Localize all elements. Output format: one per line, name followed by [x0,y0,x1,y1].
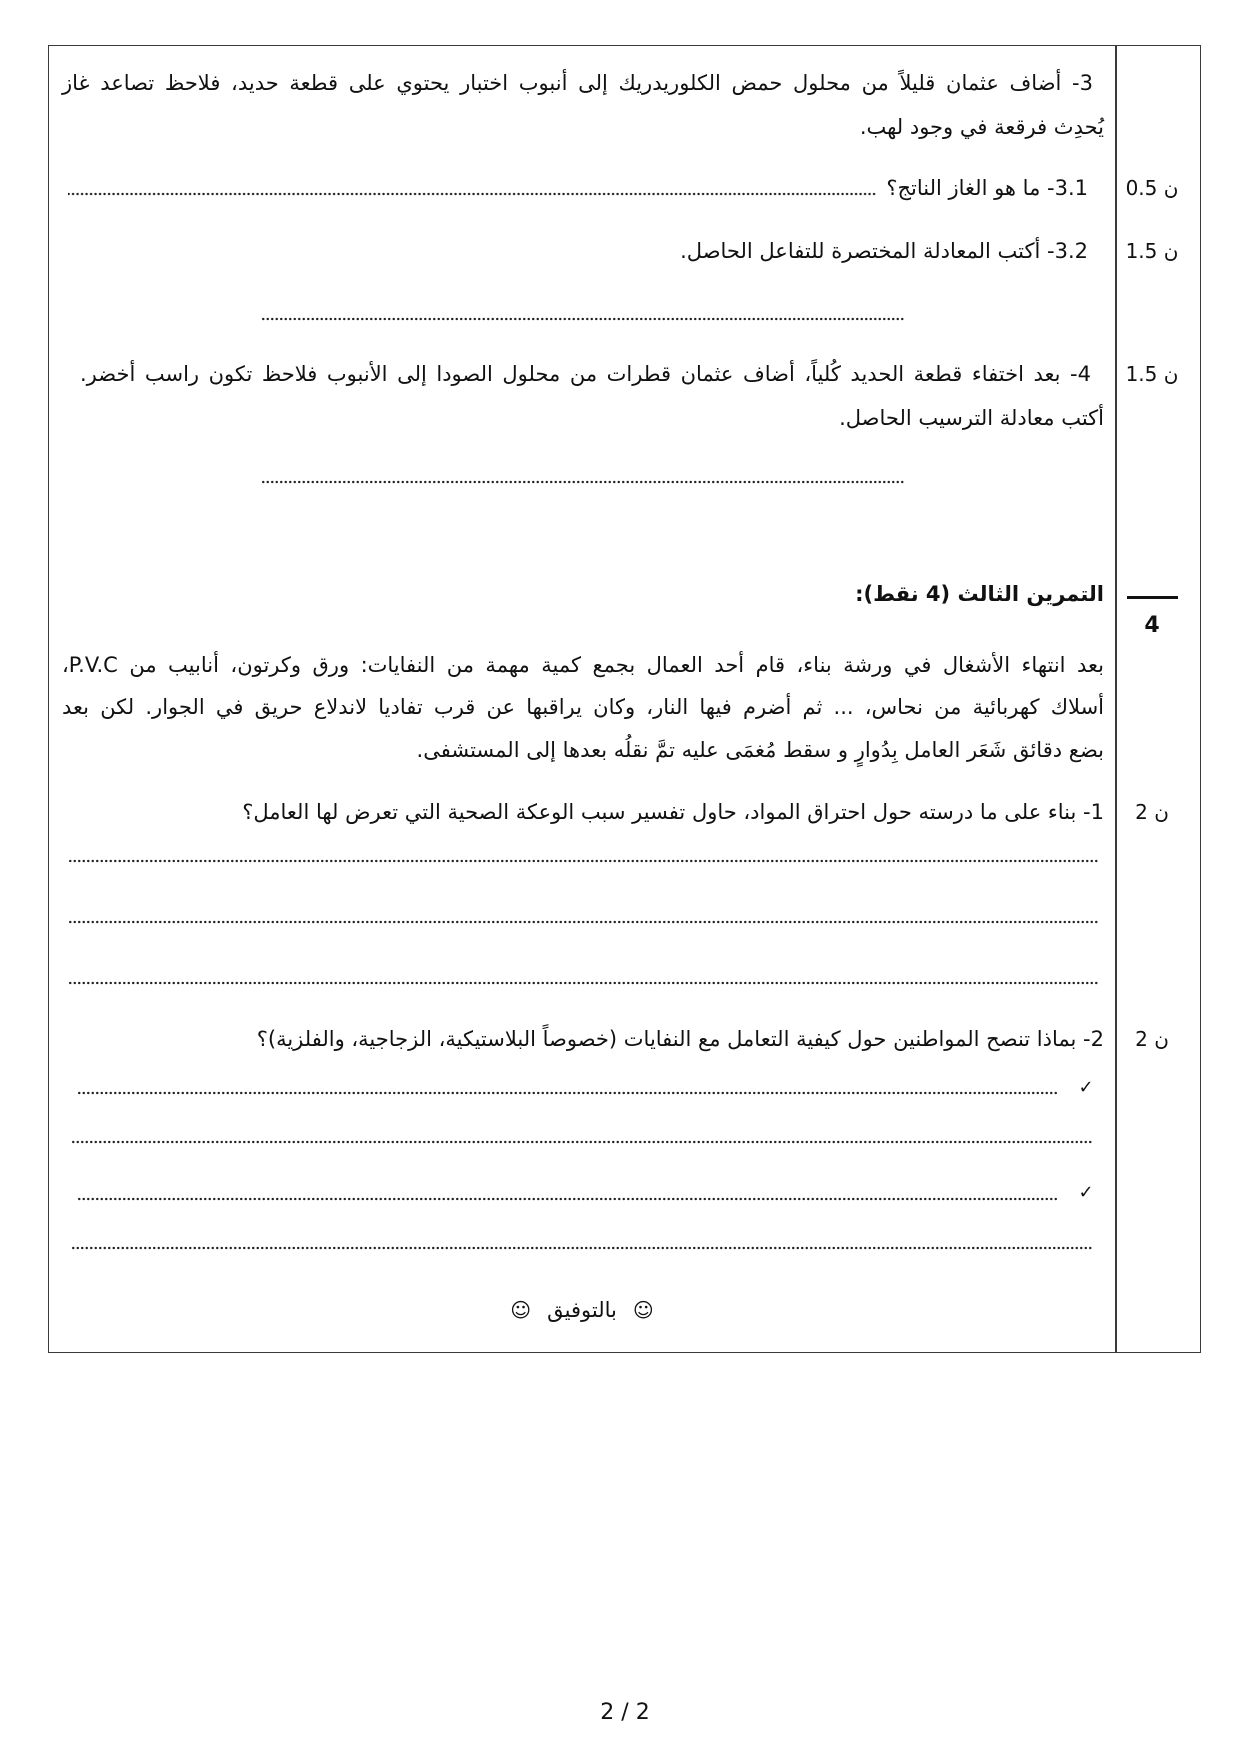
page-number: 2 / 2 [600,1700,650,1725]
q3-1-row [68,173,1088,203]
answer-line [77,1091,1057,1095]
smiley-icon: ☺ [632,1298,654,1322]
answer-line [68,981,1099,985]
q3-2-text: 3.2- أكتب المعادلة المختصرة للتفاعل الحاصل. [680,239,1088,263]
check-icon: ✓ [1078,1077,1094,1098]
smiley-icon: ☺ [510,1298,532,1322]
q4-line-1: 4- بعد اختفاء قطعة الحديد كُلياً، أضاف عثمان قطرات من محلول الصودا إلى الأنبوب فلاحظ تكون راسب أخضر. [80,362,1091,386]
answer-line [71,1246,1093,1250]
statement-line-2: أسلاك كهربائية من نحاس، ... ثم أضرم فيها النار، وكان يراقبها عن قرب تفاديا لاندلاع حريق في الجوار. لكن بعد [62,695,1104,719]
q3-1-points: 0.5 ن [1125,176,1179,200]
ex3-q1-text: 1- بناء على ما درسته حول احتراق المواد، حاول تفسير سبب الوعكة الصحية التي تعرض لها العامل؟ [242,800,1104,824]
statement-line-3: بضع دقائق شَعَر العامل بِدُوارٍ و سقط مُغمَى عليه تمَّ نقلُه بعدها إلى المستشفى. [416,738,1104,762]
answer-line [68,192,876,196]
check-icon: ✓ [1078,1182,1094,1203]
answer-line [68,859,1099,863]
q4-line-2: أكتب معادلة الترسيب الحاصل. [839,406,1104,430]
exercise-3-title: التمرين الثالث (4 نقط): [855,582,1104,606]
q3-1-text: 3.1- ما هو الغاز الناتج؟ [886,176,1088,200]
q3-line-2: يُحدِث فرقعة في وجود لهب. [859,115,1104,139]
ex3-q1-points: 2 ن [1135,800,1169,824]
statement-line-1: بعد انتهاء الأشغال في ورشة بناء، قام أحد العمال بجمع كمية مهمة من النفايات: ورق وكرتون، أنابيب من P.V.C، [62,653,1104,677]
q3-line-1: 3- أضاف عثمان قليلاً من محلول حمض الكلوريدريك إلى أنبوب اختبار يحتوي على قطعة حديد، فلاحظ تصاعد غاز [62,71,1093,95]
margin-score-rule [1127,596,1178,599]
answer-line [71,1140,1093,1144]
exercise-3-total-points: 4 [1144,613,1160,638]
q3-2-points: 1.5 ن [1125,239,1179,263]
answer-line [68,920,1099,924]
answer-line [261,317,905,321]
answer-line [77,1197,1057,1201]
closing-text: بالتوفيق [547,1298,617,1322]
q4-points: 1.5 ن [1125,362,1179,386]
closing-wish [48,1295,1116,1325]
answer-line [261,480,905,484]
ex3-q2-points: 2 ن [1135,1027,1169,1051]
ex3-q2-text: 2- بماذا تنصح المواطنين حول كيفية التعامل مع النفايات (خصوصاً البلاستيكية، الزجاجية، والفلزية)؟ [256,1027,1104,1051]
